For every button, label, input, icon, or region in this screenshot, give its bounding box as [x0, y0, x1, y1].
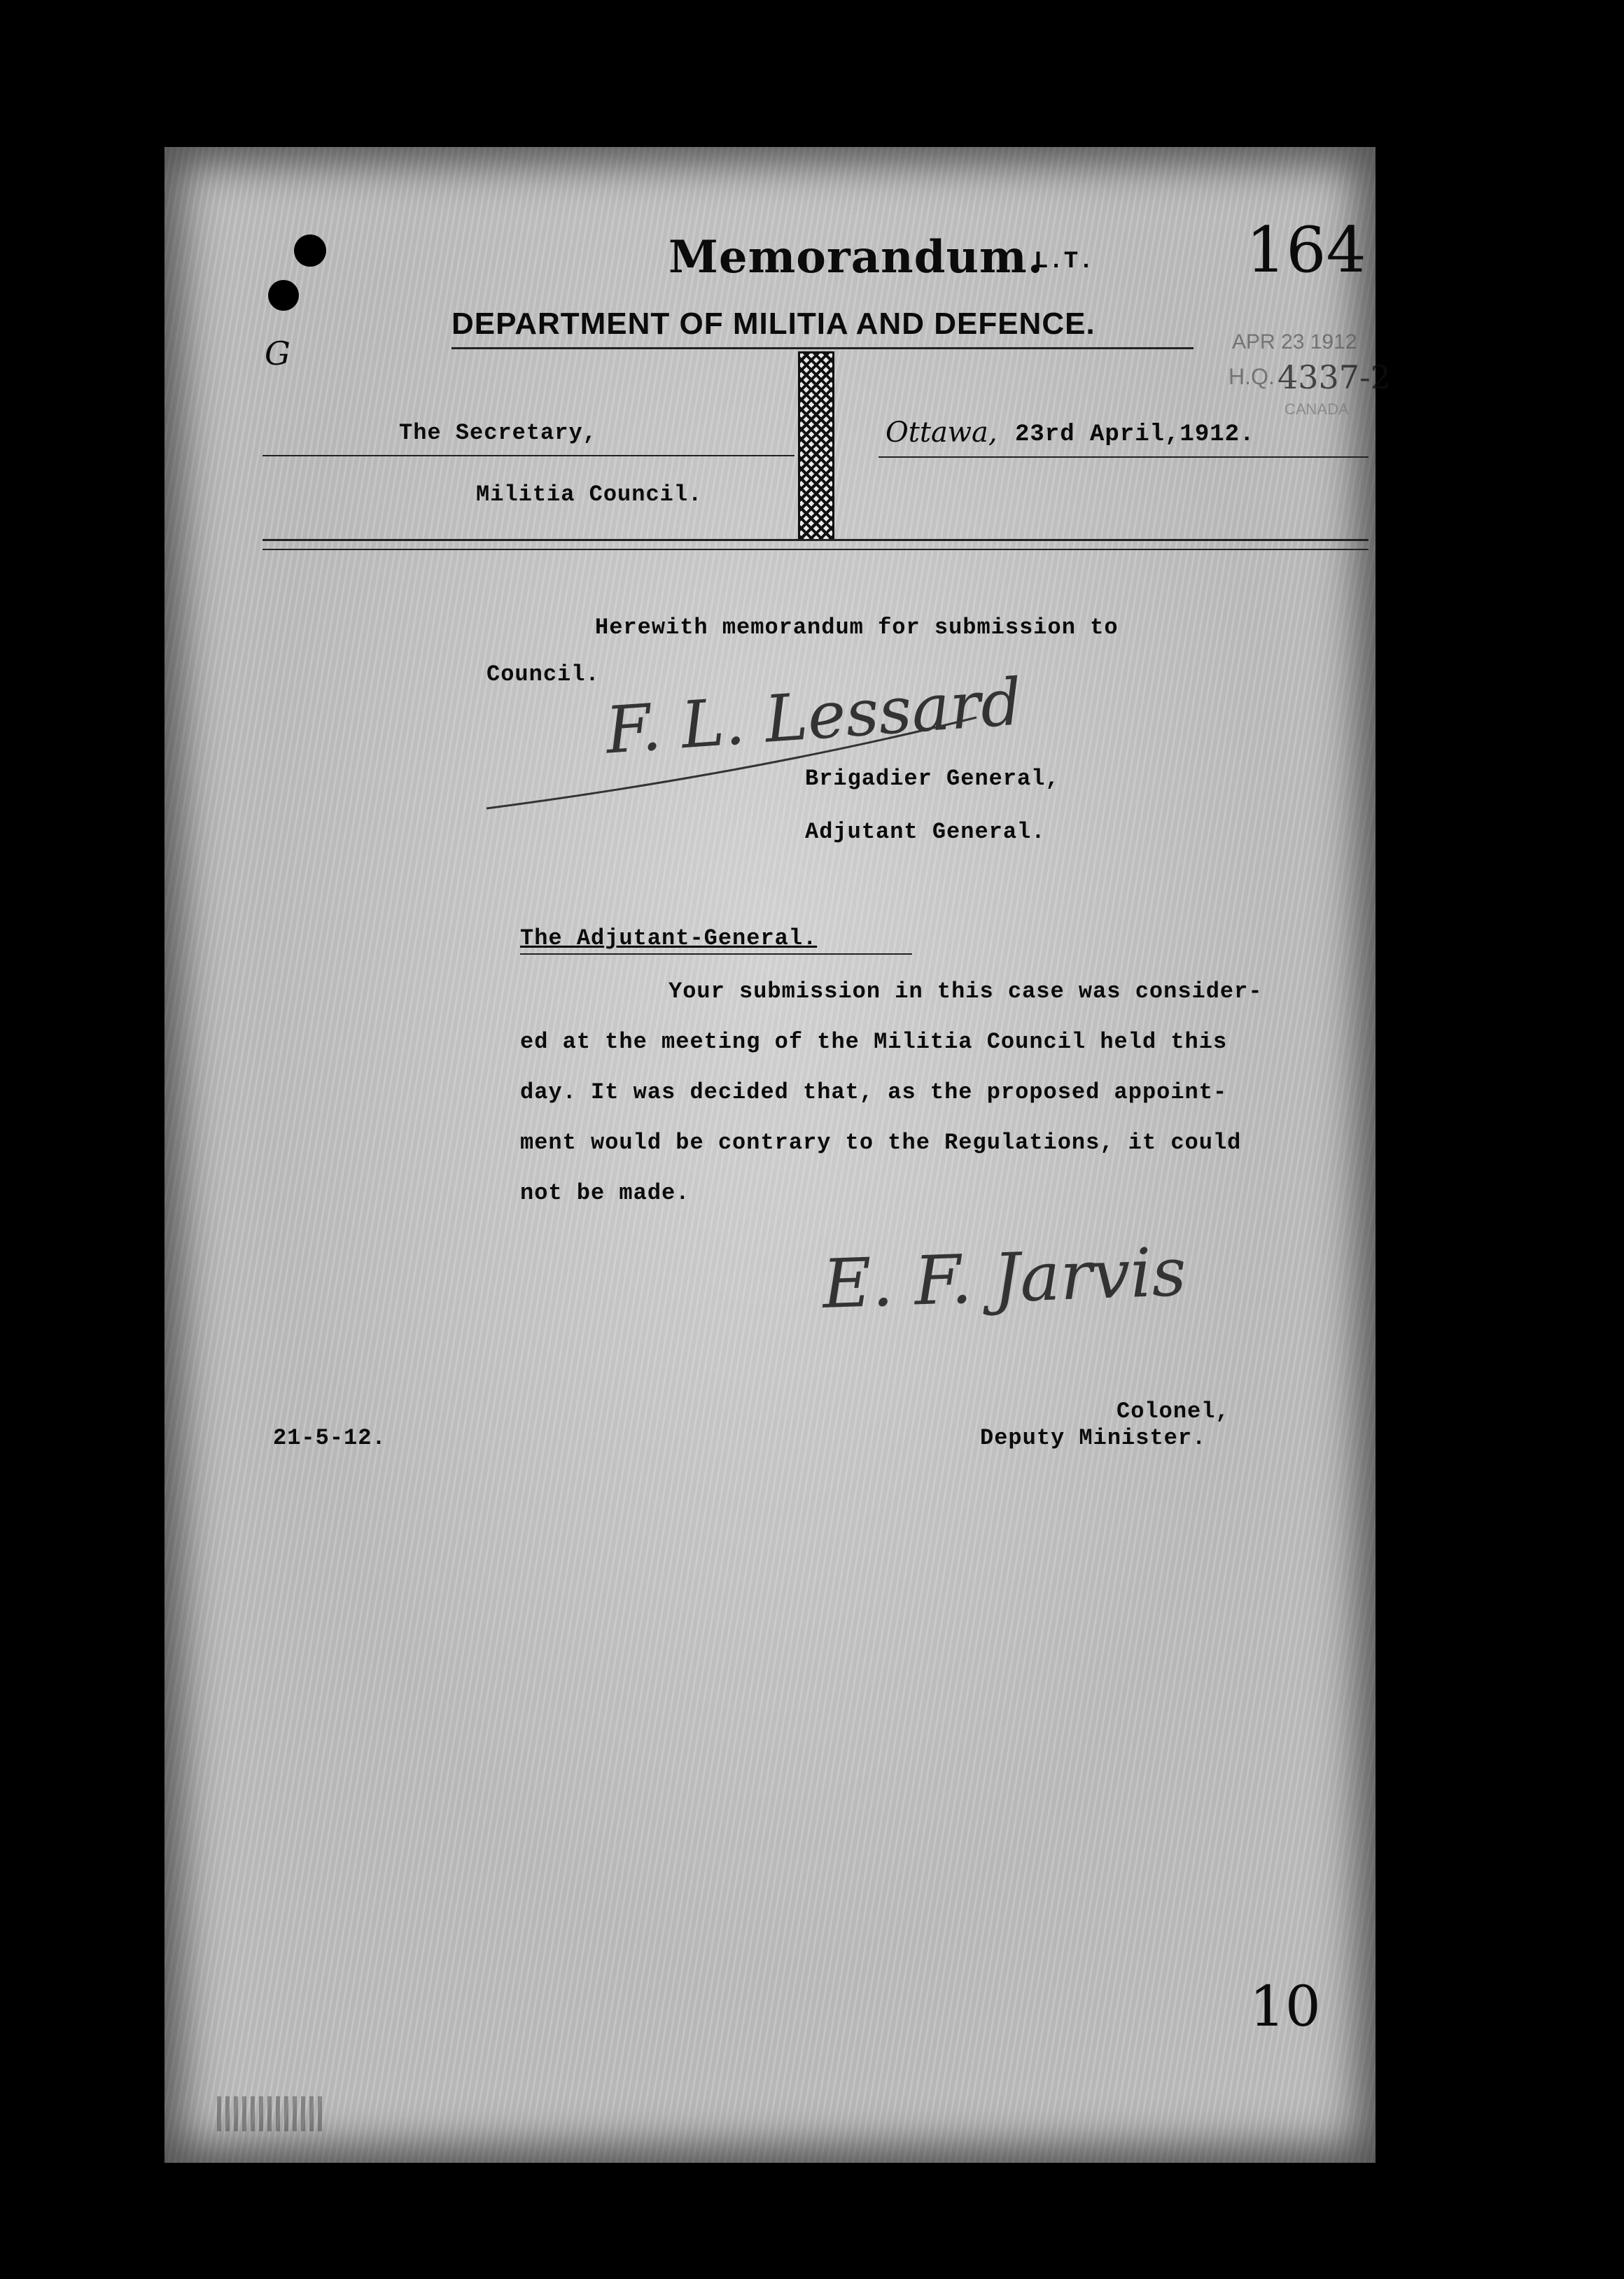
memo-body-line-1: Herewith memorandum for submission to	[595, 615, 1119, 640]
header-rule-top	[262, 539, 1368, 541]
adjutant-rank: Brigadier General,	[805, 766, 1060, 792]
punch-hole	[268, 280, 299, 311]
reply-line-4: ment would be contrary to the Regulations, it could	[520, 1130, 1242, 1156]
reply-line-3: day. It was decided that, as the proposed appoint-	[520, 1079, 1228, 1105]
adjutant-title: Adjutant General.	[805, 819, 1046, 845]
memo-date: 23rd April,1912.	[1015, 421, 1255, 448]
stamp-prefix: H.Q.	[1228, 364, 1275, 389]
ornamental-divider	[798, 351, 834, 541]
memo-title: Memorandum.	[668, 231, 1044, 283]
deputy-rank: Colonel,	[1116, 1398, 1230, 1424]
department-underline	[451, 347, 1194, 349]
stamp-date: APR 23 1912	[1232, 330, 1357, 353]
stamp-reference: 4337-2	[1278, 358, 1391, 396]
deputy-title: Deputy Minister.	[980, 1425, 1207, 1451]
department-heading: DEPARTMENT OF MILITIA AND DEFENCE.	[451, 307, 1096, 341]
reply-line-2: ed at the meeting of the Militia Council held this	[520, 1029, 1228, 1055]
salutation-underline	[520, 953, 912, 955]
adjutant-signature: F. L. Lessard	[603, 664, 1025, 769]
reply-date: 21-5-12.	[273, 1425, 386, 1451]
deputy-minister-signature: E. F. Jarvis	[821, 1232, 1188, 1324]
received-stamp	[1228, 330, 1390, 428]
addressee-line-2: Militia Council.	[476, 482, 703, 507]
addressee-rule	[262, 455, 794, 456]
margin-mark: G	[265, 335, 290, 372]
reply-line-1: Your submission in this case was consider-	[668, 979, 1263, 1004]
date-rule	[878, 456, 1368, 458]
memo-sheet	[164, 147, 1391, 2163]
reply-salutation: The Adjutant-General.	[520, 925, 818, 951]
punch-hole	[294, 234, 326, 267]
place-name: Ottawa,	[886, 416, 997, 449]
reply-line-5: not be made.	[520, 1180, 690, 1206]
memo-initials: L.T.	[1034, 248, 1094, 275]
addressee-line-1: The Secretary,	[399, 420, 597, 446]
printer-imprint	[217, 2096, 322, 2131]
memo-body-line-2: Council.	[486, 661, 600, 687]
folio-number: 164	[1246, 213, 1366, 287]
stamp-country: CANADA	[1284, 400, 1349, 418]
page-mark: 10	[1250, 1974, 1321, 2039]
header-rule-bottom	[262, 549, 1368, 550]
